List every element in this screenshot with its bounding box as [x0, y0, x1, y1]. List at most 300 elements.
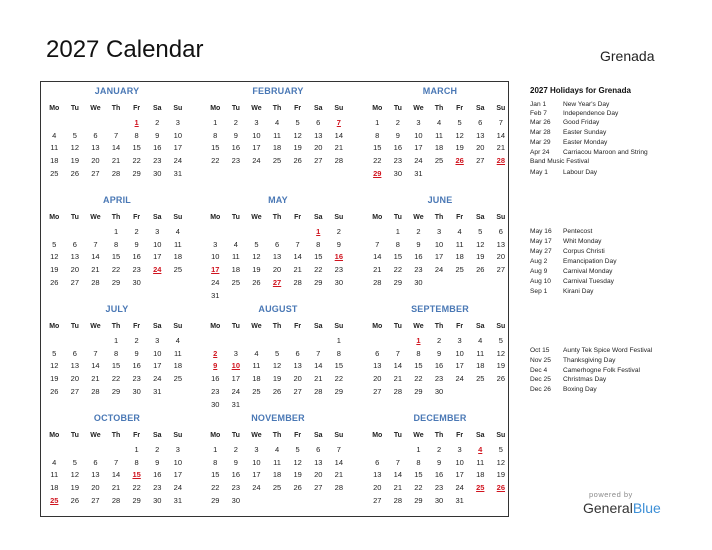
day-cell: 31	[173, 168, 183, 178]
day-cell: 10	[455, 348, 464, 358]
holiday-day-cell: 25	[50, 495, 59, 505]
day-cell: 26	[70, 168, 80, 178]
day-cell: 31	[153, 386, 162, 396]
day-cell: 19	[476, 252, 485, 262]
day-cell: 9	[436, 457, 442, 467]
holiday-day-cell: 9	[213, 361, 218, 371]
day-cell: 9	[336, 239, 341, 249]
day-cell: 18	[173, 252, 183, 262]
weekday-label: Th	[272, 105, 282, 112]
holiday-item	[530, 139, 607, 146]
weekday-label: Fr	[456, 214, 464, 221]
month-may	[205, 195, 351, 300]
weekday-label: Fr	[456, 323, 464, 330]
day-cell: 28	[393, 495, 403, 505]
weekday-label: Fr	[456, 432, 464, 439]
day-cell: 13	[70, 252, 80, 262]
day-cell: 15	[111, 252, 121, 262]
day-cell: 17	[252, 143, 261, 153]
day-cell: 6	[316, 445, 321, 454]
day-cell: 15	[373, 143, 382, 153]
day-cell: 18	[272, 470, 282, 480]
day-cell: 29	[314, 277, 323, 287]
day-cell: 25	[50, 168, 59, 178]
weekday-label: Sa	[313, 432, 323, 439]
day-cell: 30	[153, 495, 162, 505]
day-cell: 6	[375, 457, 380, 467]
day-cell: 15	[334, 361, 344, 371]
month-august	[205, 304, 351, 409]
day-cell: 13	[314, 130, 323, 140]
day-cell: 13	[476, 130, 485, 140]
weekday-label: Su	[496, 432, 506, 439]
day-cell: 31	[414, 168, 423, 178]
day-cell: 3	[233, 348, 238, 358]
month-name: NOVEMBER	[251, 413, 305, 423]
day-cell: 29	[111, 386, 121, 396]
day-cell: 20	[496, 252, 506, 262]
day-cell: 11	[173, 239, 182, 249]
day-cell: 8	[375, 130, 380, 140]
day-cell: 9	[416, 239, 421, 249]
day-cell: 3	[155, 336, 160, 345]
weekday-label: Su	[334, 323, 344, 330]
weekday-label: Fr	[294, 105, 302, 112]
weekday-label: Su	[334, 214, 344, 221]
day-cell: 21	[373, 265, 382, 275]
day-cell: 9	[395, 130, 400, 140]
weekday-label: Su	[173, 105, 183, 112]
day-cell: 18	[455, 252, 464, 262]
weekday-label: Th	[434, 432, 444, 439]
holiday-item	[530, 228, 592, 235]
holiday-date: May 16	[530, 228, 552, 235]
day-cell: 1	[395, 227, 400, 236]
day-cell: 7	[375, 239, 380, 249]
weekday-label: Sa	[313, 323, 323, 330]
day-cell: 21	[334, 143, 344, 153]
day-cell: 15	[111, 361, 121, 371]
day-cell: 4	[274, 118, 280, 127]
holiday-item	[530, 268, 612, 275]
weekday-label: We	[251, 323, 262, 330]
day-cell: 30	[132, 386, 141, 396]
day-cell: 1	[113, 227, 119, 236]
day-cell: 28	[111, 495, 121, 505]
day-cell: 16	[132, 252, 141, 262]
day-cell: 10	[173, 457, 183, 467]
weekday-label: Fr	[133, 214, 141, 221]
day-cell: 16	[153, 470, 162, 480]
day-cell: 3	[254, 118, 259, 127]
day-cell: 3	[155, 227, 160, 236]
day-cell: 2	[134, 227, 139, 236]
holiday-day-cell: 16	[334, 252, 344, 262]
day-cell: 1	[213, 445, 218, 454]
day-cell: 3	[175, 445, 180, 454]
weekday-label: Mo	[49, 214, 60, 221]
weekday-label: Mo	[210, 105, 221, 112]
holiday-date: Oct 15	[530, 347, 550, 354]
weekday-label: Su	[334, 105, 344, 112]
day-cell: 4	[233, 239, 238, 249]
day-cell: 4	[52, 130, 57, 140]
day-cell: 23	[231, 156, 241, 166]
weekday-label: Fr	[133, 432, 141, 439]
day-cell: 2	[134, 336, 139, 345]
weekday-label: Su	[496, 323, 506, 330]
day-cell: 11	[231, 252, 240, 262]
weekday-label: Mo	[210, 214, 221, 221]
holiday-name: Easter Sunday	[563, 129, 607, 136]
day-cell: 7	[336, 445, 341, 454]
day-cell: 6	[72, 239, 77, 249]
day-cell: 18	[50, 483, 59, 493]
day-cell: 6	[316, 118, 321, 127]
day-cell: 8	[416, 457, 421, 467]
day-cell: 17	[455, 470, 464, 480]
day-cell: 8	[213, 130, 218, 140]
day-cell: 23	[153, 483, 162, 493]
day-cell: 7	[93, 239, 98, 249]
day-cell: 19	[293, 470, 302, 480]
day-cell: 2	[416, 227, 421, 236]
day-cell: 19	[496, 361, 506, 371]
day-cell: 10	[211, 252, 220, 262]
day-cell: 20	[70, 265, 80, 275]
day-cell: 17	[434, 252, 444, 262]
holiday-date: May 1	[530, 169, 548, 176]
holiday-date: Aug 2	[530, 258, 548, 265]
day-cell: 26	[50, 277, 59, 287]
day-cell: 4	[175, 336, 180, 345]
holiday-name: Carriacou Maroon and String	[563, 149, 648, 156]
day-cell: 19	[293, 143, 302, 153]
weekday-label: Mo	[372, 323, 383, 330]
day-cell: 25	[476, 374, 485, 384]
day-cell: 6	[93, 457, 98, 467]
day-cell: 20	[293, 374, 302, 384]
day-cell: 24	[414, 156, 423, 166]
day-cell: 27	[91, 168, 100, 178]
day-cell: 5	[52, 239, 57, 249]
holiday-item	[530, 119, 599, 126]
day-cell: 20	[476, 143, 485, 153]
weekday-label: We	[251, 432, 262, 439]
weekday-label: Tu	[70, 432, 79, 439]
day-cell: 11	[50, 470, 59, 480]
day-cell: 11	[435, 130, 443, 140]
day-cell: 22	[132, 156, 141, 166]
day-cell: 6	[274, 239, 280, 249]
day-cell: 24	[455, 374, 464, 384]
day-cell: 15	[414, 361, 423, 371]
day-cell: 29	[132, 495, 141, 505]
month-name: DECEMBER	[413, 413, 467, 423]
day-cell: 22	[373, 156, 382, 166]
weekday-label: Th	[111, 214, 121, 221]
day-cell: 18	[173, 361, 183, 371]
holiday-item	[530, 278, 614, 285]
day-cell: 15	[132, 143, 141, 153]
day-cell: 5	[498, 336, 503, 345]
month-march	[367, 86, 513, 191]
month-september	[367, 304, 513, 409]
weekday-label: Mo	[372, 105, 383, 112]
day-cell: 20	[91, 483, 100, 493]
holiday-name: Easter Monday	[563, 139, 608, 146]
day-cell: 1	[375, 118, 380, 127]
weekday-label: Sa	[152, 432, 162, 439]
holiday-item	[530, 386, 597, 393]
month-name: SEPTEMBER	[411, 304, 469, 314]
holiday-date: Dec 26	[530, 386, 551, 393]
weekday-label: Fr	[294, 323, 302, 330]
day-cell: 20	[373, 483, 382, 493]
page-title: 2027 Calendar	[46, 36, 204, 63]
holiday-name: Emancipation Day	[563, 258, 617, 265]
day-cell: 14	[393, 470, 403, 480]
day-cell: 26	[50, 386, 59, 396]
day-cell: 3	[457, 445, 462, 454]
day-cell: 16	[434, 361, 444, 371]
holiday-item	[530, 347, 652, 354]
weekday-label: Mo	[49, 323, 60, 330]
day-cell: 12	[476, 239, 485, 249]
holiday-name: Band Music Festival	[530, 158, 589, 165]
day-cell: 31	[211, 290, 220, 300]
holiday-day-cell: 26	[496, 483, 506, 493]
day-cell: 30	[231, 495, 241, 505]
day-cell: 16	[231, 143, 241, 153]
day-cell: 19	[70, 483, 80, 493]
day-cell: 17	[414, 143, 423, 153]
day-cell: 23	[393, 156, 403, 166]
weekday-label: Th	[272, 214, 282, 221]
day-cell: 24	[211, 277, 220, 287]
weekday-label: Tu	[393, 214, 402, 221]
day-cell: 10	[173, 130, 183, 140]
day-cell: 25	[272, 483, 282, 493]
holiday-date: Aug 9	[530, 268, 548, 275]
day-cell: 18	[50, 156, 59, 166]
holiday-name: Kirani Day	[563, 288, 594, 295]
holiday-item	[530, 129, 606, 136]
weekday-label: Th	[272, 323, 282, 330]
day-cell: 19	[50, 265, 59, 275]
holiday-day-cell: 1	[134, 118, 139, 127]
day-cell: 21	[393, 374, 403, 384]
day-cell: 1	[416, 445, 421, 454]
day-cell: 30	[393, 168, 403, 178]
day-cell: 8	[113, 239, 119, 249]
day-cell: 18	[476, 361, 485, 371]
holiday-date: May 27	[530, 248, 552, 255]
weekday-label: Th	[272, 432, 282, 439]
day-cell: 2	[436, 445, 442, 454]
weekday-label: Mo	[372, 432, 383, 439]
holiday-date: Nov 25	[530, 357, 551, 364]
day-cell: 17	[173, 143, 183, 153]
holiday-item	[530, 357, 615, 364]
weekday-label: Tu	[70, 105, 79, 112]
day-cell: 22	[393, 265, 403, 275]
day-cell: 10	[434, 239, 444, 249]
day-cell: 1	[213, 118, 218, 127]
holiday-item	[530, 238, 601, 245]
day-cell: 12	[70, 470, 80, 480]
day-cell: 28	[334, 483, 344, 493]
day-cell: 27	[70, 386, 80, 396]
day-cell: 16	[434, 470, 444, 480]
day-cell: 8	[416, 348, 421, 358]
day-cell: 21	[334, 470, 344, 480]
day-cell: 8	[336, 348, 341, 358]
weekday-label: Th	[111, 105, 121, 112]
holidays-title: 2027 Holidays for Grenada	[530, 86, 631, 95]
day-cell: 23	[434, 374, 444, 384]
day-cell: 3	[416, 118, 421, 127]
day-cell: 16	[132, 361, 141, 371]
weekday-label: Mo	[210, 432, 221, 439]
day-cell: 2	[436, 336, 442, 345]
day-cell: 28	[373, 277, 382, 287]
day-cell: 22	[111, 374, 121, 384]
day-cell: 14	[334, 457, 344, 467]
day-cell: 11	[173, 348, 182, 358]
weekday-label: Sa	[313, 105, 323, 112]
day-cell: 24	[252, 156, 261, 166]
day-cell: 24	[173, 483, 183, 493]
day-cell: 3	[213, 239, 218, 249]
country-name: Grenada	[600, 48, 655, 64]
day-cell: 19	[496, 470, 506, 480]
day-cell: 13	[293, 361, 302, 371]
day-cell: 17	[455, 361, 464, 371]
day-cell: 24	[455, 483, 464, 493]
weekday-label: Sa	[152, 214, 162, 221]
month-name: MAY	[268, 195, 288, 205]
day-cell: 20	[314, 470, 323, 480]
day-cell: 24	[434, 265, 444, 275]
weekday-label: Sa	[475, 105, 485, 112]
day-cell: 12	[496, 457, 506, 467]
day-cell: 15	[414, 470, 423, 480]
weekday-label: Sa	[475, 323, 485, 330]
day-cell: 25	[173, 265, 183, 275]
month-january	[44, 86, 190, 191]
day-cell: 5	[72, 130, 77, 140]
day-cell: 19	[455, 143, 464, 153]
holiday-item	[530, 169, 597, 176]
day-cell: 25	[272, 156, 282, 166]
day-cell: 13	[91, 143, 100, 153]
weekday-label: Su	[496, 214, 506, 221]
day-cell: 26	[70, 495, 80, 505]
day-cell: 9	[134, 348, 139, 358]
day-cell: 5	[478, 227, 483, 236]
holiday-name: Independence Day	[563, 110, 619, 117]
weekday-label: We	[90, 323, 101, 330]
day-cell: 10	[252, 130, 261, 140]
month-name: JULY	[105, 304, 129, 314]
weekday-label: We	[251, 105, 262, 112]
holiday-day-cell: 26	[455, 156, 464, 166]
day-cell: 6	[478, 118, 483, 127]
weekday-label: Su	[496, 105, 506, 112]
day-cell: 7	[93, 348, 98, 358]
day-cell: 24	[153, 374, 162, 384]
day-cell: 28	[314, 386, 323, 396]
day-cell: 8	[134, 130, 139, 140]
day-cell: 2	[336, 227, 341, 236]
day-cell: 26	[252, 277, 261, 287]
day-cell: 14	[393, 361, 403, 371]
day-cell: 11	[273, 130, 281, 140]
day-cell: 25	[173, 374, 183, 384]
day-cell: 3	[254, 445, 259, 454]
day-cell: 7	[316, 348, 321, 358]
day-cell: 8	[134, 457, 139, 467]
day-cell: 9	[233, 130, 238, 140]
day-cell: 2	[155, 445, 160, 454]
day-cell: 7	[395, 457, 400, 467]
brand-logo	[583, 500, 661, 516]
holiday-date: Dec 4	[530, 367, 548, 374]
day-cell: 19	[70, 156, 80, 166]
day-cell: 3	[436, 227, 442, 236]
calendar-grid	[40, 81, 509, 517]
day-cell: 22	[414, 483, 423, 493]
holiday-name: Corpus Christi	[563, 248, 605, 255]
holiday-date: May 17	[530, 238, 552, 245]
weekday-label: Tu	[231, 105, 240, 112]
day-cell: 21	[111, 483, 121, 493]
day-cell: 16	[414, 252, 423, 262]
day-cell: 30	[211, 399, 220, 409]
day-cell: 15	[211, 143, 220, 153]
day-cell: 20	[70, 374, 80, 384]
day-cell: 30	[434, 495, 444, 505]
weekday-label: Sa	[152, 323, 162, 330]
day-cell: 24	[252, 483, 261, 493]
weekday-label: Sa	[475, 214, 485, 221]
holiday-name: Good Friday	[563, 119, 600, 126]
day-cell: 14	[334, 130, 344, 140]
day-cell: 21	[496, 143, 506, 153]
weekday-label: We	[90, 105, 101, 112]
day-cell: 11	[455, 239, 464, 249]
holiday-item	[530, 376, 606, 383]
day-cell: 2	[233, 118, 238, 127]
day-cell: 16	[231, 470, 241, 480]
holiday-date: Feb 7	[530, 110, 547, 117]
day-cell: 23	[132, 374, 141, 384]
day-cell: 12	[293, 457, 302, 467]
weekday-label: Fr	[294, 214, 302, 221]
holiday-day-cell: 25	[476, 483, 485, 493]
day-cell: 29	[393, 277, 403, 287]
day-cell: 27	[91, 495, 100, 505]
weekday-label: Tu	[231, 432, 240, 439]
day-cell: 27	[476, 156, 485, 166]
day-cell: 13	[70, 361, 80, 371]
holiday-name: Carnival Tuesday	[563, 278, 614, 285]
day-cell: 21	[293, 265, 302, 275]
day-cell: 23	[434, 483, 444, 493]
holiday-day-cell: 4	[478, 445, 483, 454]
day-cell: 18	[272, 143, 282, 153]
